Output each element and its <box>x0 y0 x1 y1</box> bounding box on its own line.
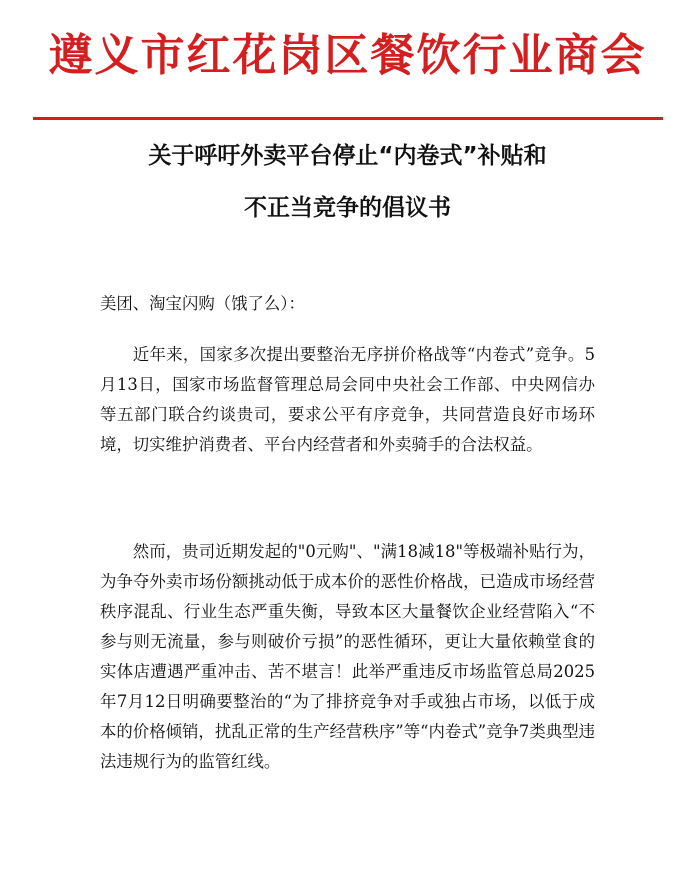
body-paragraph-2: 然而，贵司近期发起的"0元购"、"满18减18"等极端补贴行为，为争夺外卖市场份额挑动低于成本价的恶性价格战，已造成市场经营秩序混乱、行业生态严重失衡，导致本区大量餐饮企业经营陷入“不参与则无流量，参与则破价亏损”的恶性循环，更让大量依赖堂食的实体店遭遇严重冲击、苦不堪言！此举严重违反市场监管总局2025年7月12日明确要整治的“为了排挤竞争对手或独占市场，以低于成本的价格倾销，扰乱正常的生产经营秩序”等“内卷式”竞争7类典型违法违规行为的监管红线。 <box>100 542 595 771</box>
salutation: 美团、淘宝闪购（饿了么）： <box>100 294 305 313</box>
letterhead-org-name: 遵义市红花岗区餐饮行业商会 <box>48 30 647 81</box>
document-title-line-2: 不正当竞争的倡议书 <box>244 195 451 221</box>
letterhead-red-rule <box>33 117 663 120</box>
document-title-line-1: 关于呼吁外卖平台停止“内卷式”补贴和 <box>148 143 547 169</box>
body-paragraph-1: 近年来，国家多次提出要整治无序拼价格战等“内卷式”竞争。5月13日，国家市场监督管理总局会同中央社会工作部、中央网信办等五部门联合约谈贵司，要求公平有序竞争，共同营造良好市场环境，切实维护消费者、平台内经营者和外卖骑手的合法权益。 <box>100 345 595 454</box>
